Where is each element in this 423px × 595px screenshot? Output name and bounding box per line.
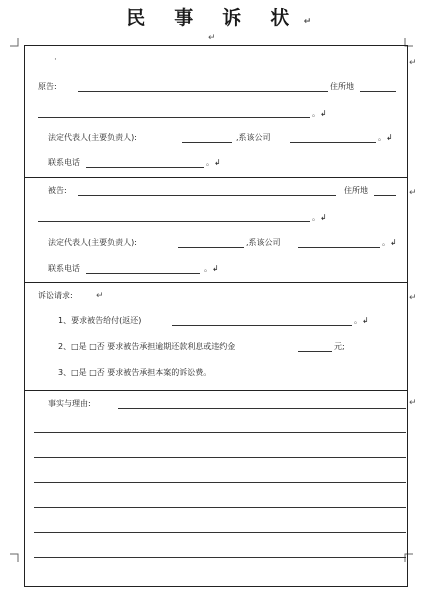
defendant-line-end: 。↲ — [382, 238, 397, 247]
plaintiff-address-field-2[interactable] — [38, 117, 310, 118]
return-mark: ↵ — [409, 398, 417, 408]
facts-line[interactable] — [34, 532, 406, 533]
facts-line[interactable] — [34, 507, 406, 508]
defendant-address-label: 住所地 — [344, 186, 368, 195]
facts-line[interactable] — [34, 482, 406, 483]
claim-2-unit: 元; — [334, 342, 345, 351]
plaintiff-company-field[interactable] — [290, 142, 376, 143]
defendant-phone-field[interactable] — [86, 273, 200, 274]
return-mark: ↵ — [409, 188, 417, 198]
plaintiff-legal-rep-field[interactable] — [182, 142, 232, 143]
title-return-mark: ↵ — [303, 17, 312, 27]
plaintiff-line-end: 。↲ — [378, 133, 393, 142]
return-mark: ↵ — [96, 291, 104, 301]
title-char-2: 事 — [174, 7, 194, 29]
defendant-line-end: 。↲ — [204, 264, 219, 273]
defendant-company-label: ,系该公司 — [246, 238, 281, 247]
defendant-name-field[interactable] — [78, 195, 336, 196]
claim-2-text: 2、□是 □否 要求被告承担逾期还款利息或违约金 — [58, 342, 236, 351]
plaintiff-address-label: 住所地 — [330, 82, 354, 91]
plaintiff-line-end: 。↲ — [206, 158, 221, 167]
facts-line[interactable] — [34, 432, 406, 433]
facts-line[interactable] — [34, 557, 406, 558]
facts-line[interactable] — [118, 408, 406, 409]
defendant-company-field[interactable] — [298, 247, 380, 248]
title-char-3: 诉 — [222, 7, 242, 29]
facts-line[interactable] — [34, 457, 406, 458]
return-mark: ↵ — [208, 33, 216, 43]
plaintiff-line-end: 。↲ — [312, 109, 327, 118]
claim-1-end: 。↲ — [354, 316, 369, 325]
plaintiff-label: 原告: — [38, 82, 57, 91]
claim-1-amount-field[interactable] — [172, 325, 352, 326]
return-mark: ↵ — [409, 58, 417, 68]
defendant-phone-label: 联系电话 — [48, 264, 80, 273]
paragraph-mark: · — [54, 55, 57, 65]
return-mark: ↵ — [409, 293, 417, 303]
claim-3-text: 3、□是 □否 要求被告承担本案的诉讼费。 — [58, 368, 212, 377]
facts-heading: 事实与理由: — [48, 399, 91, 408]
title-char-1: 民 — [126, 7, 146, 29]
plaintiff-phone-field[interactable] — [86, 167, 204, 168]
defendant-line-end: 。↲ — [312, 213, 327, 222]
plaintiff-phone-label: 联系电话 — [48, 158, 80, 167]
section-divider — [24, 390, 407, 391]
defendant-legal-rep-label: 法定代表人(主要负责人): — [48, 238, 137, 247]
defendant-label: 被告: — [48, 186, 67, 195]
section-divider — [24, 282, 407, 283]
plaintiff-legal-rep-label: 法定代表人(主要负责人): — [48, 133, 137, 142]
section-divider — [24, 177, 407, 178]
claim-2-amount-field[interactable] — [298, 351, 332, 352]
plaintiff-company-label: ,系该公司 — [236, 133, 271, 142]
defendant-legal-rep-field[interactable] — [178, 247, 244, 248]
plaintiff-name-field[interactable] — [78, 91, 328, 92]
claim-1-text: 1、要求被告给付(返还) — [58, 316, 142, 325]
defendant-address-field-2[interactable] — [38, 221, 310, 222]
defendant-address-field[interactable] — [374, 195, 396, 196]
plaintiff-address-field[interactable] — [360, 91, 396, 92]
title-char-4: 状 — [270, 7, 290, 29]
claims-heading: 诉讼请求: — [38, 291, 73, 300]
